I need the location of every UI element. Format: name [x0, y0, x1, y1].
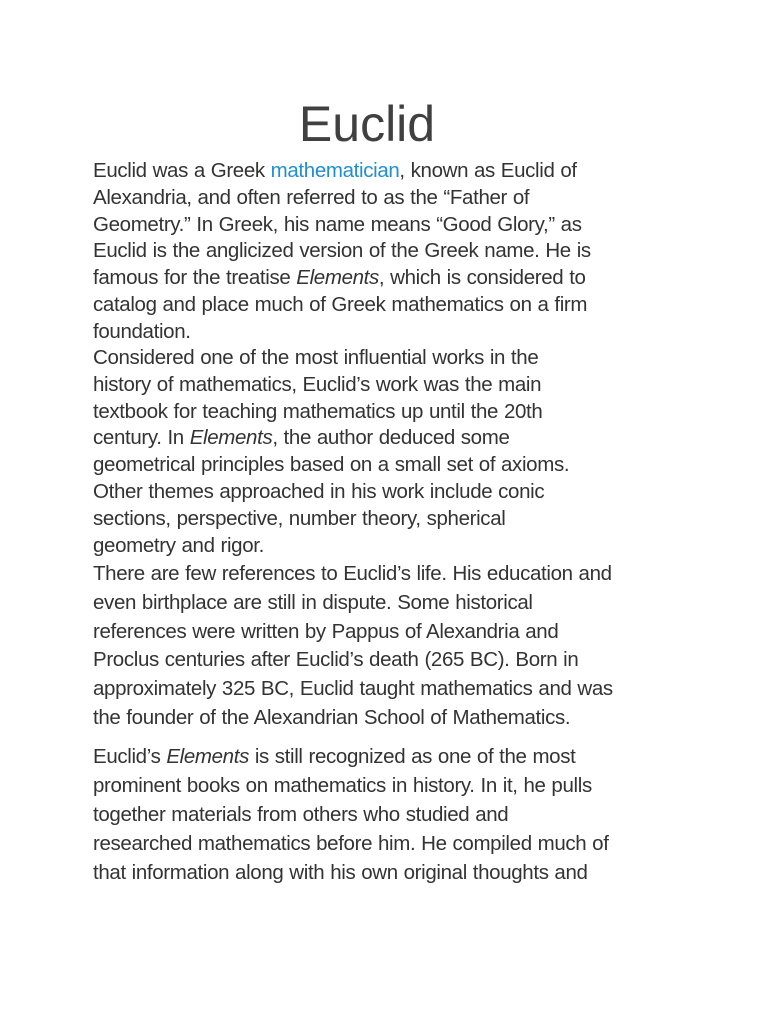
text-line: references were written by Pappus of Alexandria and [93, 619, 559, 643]
text-line [93, 425, 683, 452]
text-line: researched mathematics before him. He compiled much of [93, 832, 609, 855]
text-line: even birthplace are still in dispute. Some historical [93, 590, 533, 614]
text-line: Euclid is the anglicized version of the Greek name. He is [93, 239, 591, 263]
text-line: Proclus centuries after Euclid’s death (265 BC). Born in [93, 648, 579, 672]
text-line: sections, perspective, number theory, spherical [93, 506, 506, 530]
text-line: catalog and place much of Greek mathematics on a firm [93, 292, 588, 316]
text-segment: Euclid was a Greek [93, 159, 271, 182]
text-segment: , the author deduced some [272, 426, 510, 450]
elements-title: Elements [296, 266, 379, 290]
text-segment: famous for the treatise [93, 266, 297, 290]
page-title: Euclid [298, 96, 436, 152]
text-line: Other themes approached in his work include conic [93, 479, 545, 503]
text-line: Alexandria, and often referred to as the “Father of [93, 185, 530, 209]
text-segment: , which is considered to [378, 266, 586, 290]
text-line: textbook for teaching mathematics up until the 20th [93, 399, 543, 423]
text-line: approximately 325 BC, Euclid taught mathematics and was [93, 677, 613, 701]
text-line: together materials from others who studied and [93, 803, 509, 826]
text-line: history of mathematics, Euclid’s work was the main [93, 372, 542, 396]
mathematician-link[interactable]: mathematician [270, 159, 400, 182]
text-line: foundation. [93, 319, 191, 343]
text-segment: , known as Euclid of [399, 159, 577, 182]
text-line: Geometry.” In Greek, his name means “Good Glory,” as [93, 212, 582, 236]
text-segment: is still recognized as one of the most [248, 745, 576, 768]
text-segment: Euclid’s [93, 745, 167, 768]
text-line: There are few references to Euclid’s life. His education and [93, 562, 612, 585]
text-line [93, 742, 683, 771]
text-line [93, 265, 683, 292]
text-line: prominent books on mathematics in history. In it, he pulls [93, 774, 592, 797]
text-line [93, 158, 683, 185]
text-line: that information along with his own original thoughts and [93, 861, 588, 884]
text-segment: century. In [93, 426, 190, 450]
text-line: geometry and rigor. [93, 533, 264, 557]
elements-title: Elements [166, 745, 249, 768]
paragraph-elements [93, 742, 683, 887]
text-line: Considered one of the most influential works in the [93, 346, 539, 369]
paragraph-intro [93, 158, 683, 346]
paragraph-influence [93, 345, 683, 559]
elements-title: Elements [189, 426, 273, 450]
text-line: geometrical principles based on a small set of axioms. [93, 453, 570, 477]
text-line: the founder of the Alexandrian School of Mathematics. [93, 705, 571, 729]
paragraph-life [93, 560, 683, 733]
